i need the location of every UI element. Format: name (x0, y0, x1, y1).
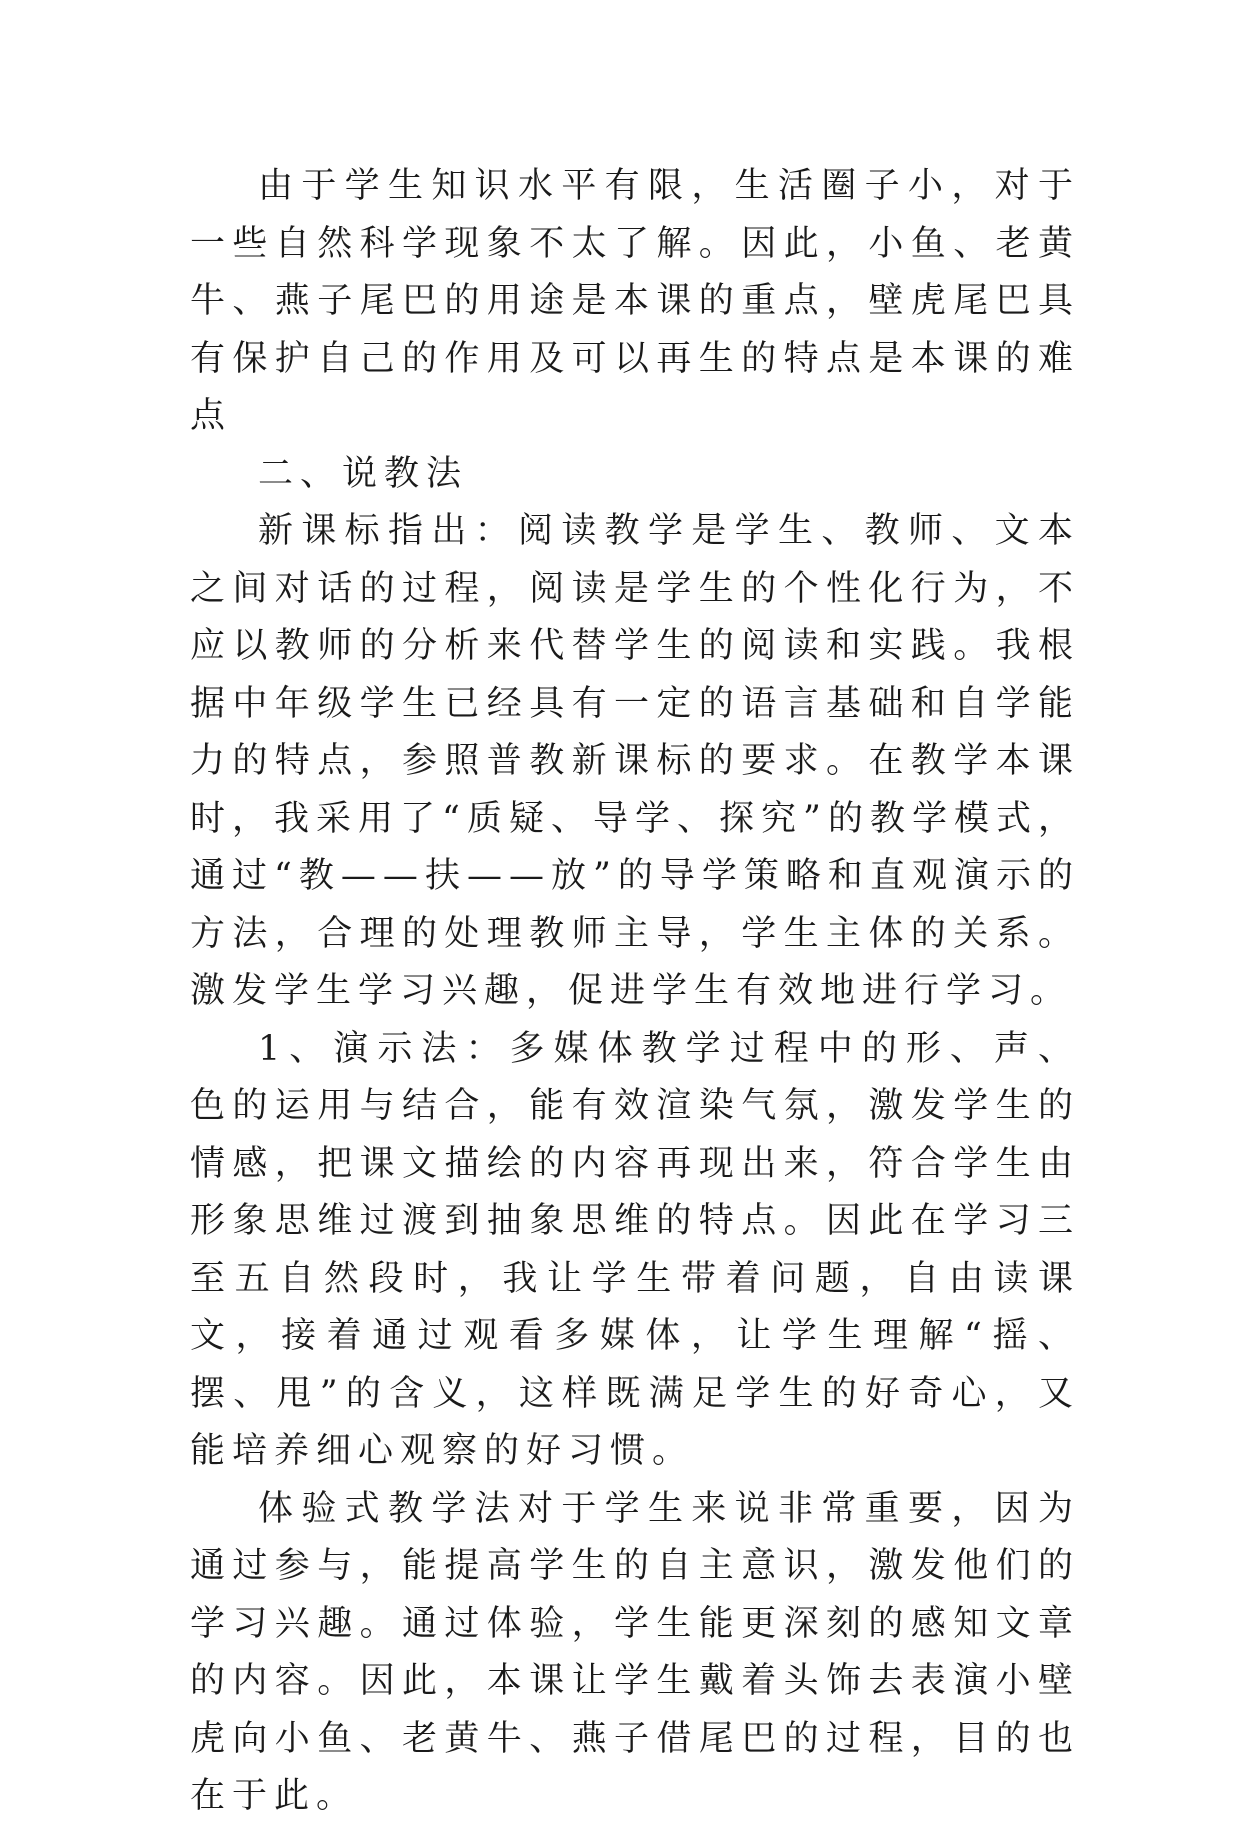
paragraph-curriculum-standard: 新课标指出：阅读教学是学生、教师、文本之间对话的过程，阅读是学生的个性化行为，不应以教师的分析来代替学生的阅读和实践。我根据中年级学生已经具有一定的语言基础和自学能力的特点，参照普教新课标的要求。在教学本课时，我采用了“质疑、导学、探究”的教学模式，通过“教——扶——放”的导学策略和直观演示的方法，合理的处理教师主导，学生主体的关系。激发学生学习兴趣，促进学生有效地进行学习。 (190, 511, 1080, 1011)
document-body (190, 158, 1080, 1826)
section-heading-teaching-method: 二、说教法 (258, 453, 469, 494)
paragraph-key-points: 由于学生知识水平有限，生活圈子小，对于一些自然科学现象不太了解。因此，小鱼、老黄牛、燕子尾巴的用途是本课的重点，壁虎尾巴具有保护自己的作用及可以再生的特点是本课的难点 (190, 166, 1080, 436)
paragraph-demonstration-method: 1、演示法：多媒体教学过程中的形、声、色的运用与结合，能有效渲染气氛，激发学生的情感，把课文描绘的内容再现出来，符合学生由形象思维过渡到抽象思维的特点。因此在学习三至五自然段时，我让学生带着问题，自由读课文，接着通过观看多媒体，让学生理解“摇、摆、甩”的含义，这样既满足学生的好奇心，又能培养细心观察的好习惯。 (190, 1028, 1080, 1471)
paragraph-experiential-method: 体验式教学法对于学生来说非常重要，因为通过参与，能提高学生的自主意识，激发他们的学习兴趣。通过体验，学生能更深刻的感知文章的内容。因此，本课让学生戴着头饰去表演小壁虎向小鱼、老黄牛、燕子借尾巴的过程，目的也在于此。 (190, 1488, 1080, 1816)
